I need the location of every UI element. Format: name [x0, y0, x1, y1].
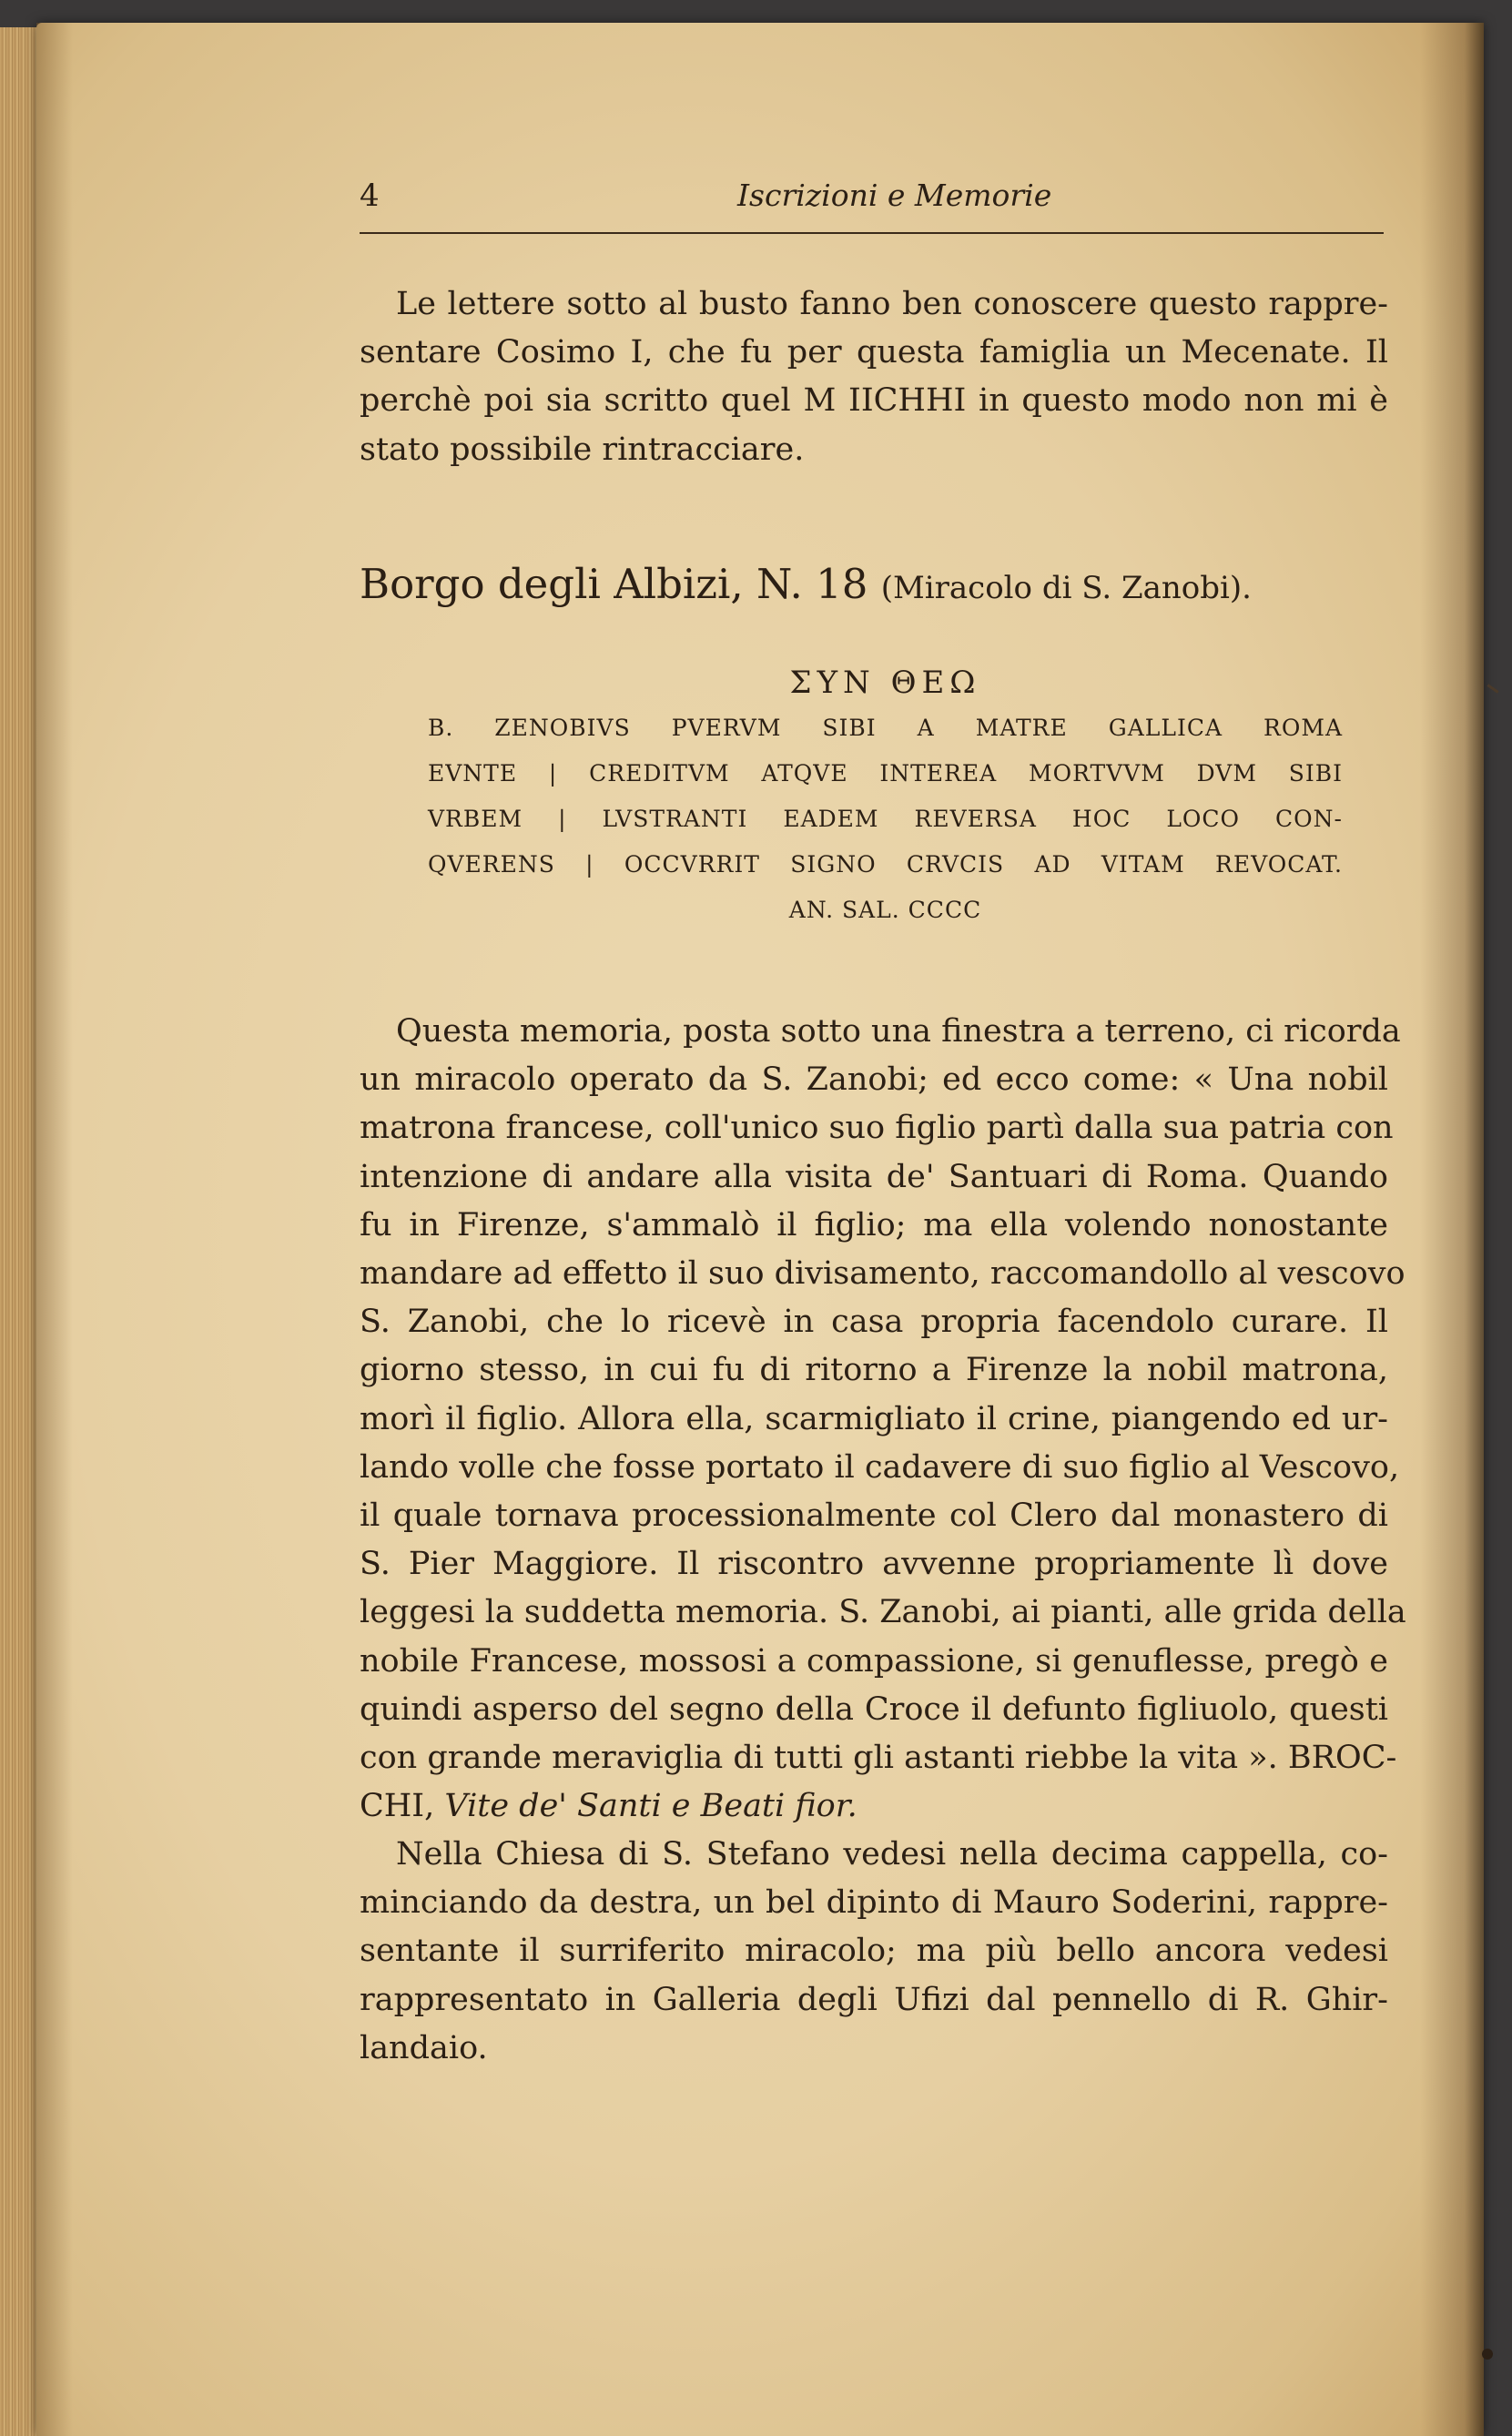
text-line: Questa memoria, posta sotto una finestra a terreno, ci ricorda — [396, 1013, 1401, 1050]
text-line: mandare ad effetto il suo divisamento, raccomandollo al vescovo — [360, 1255, 1405, 1293]
text-line: Nella Chiesa di S. Stefano vedesi nella decima cappella, co- — [396, 1836, 1388, 1873]
text-line: stato possibile rintracciare. — [360, 431, 805, 468]
text-line: un miracolo operato da S. Zanobi; ed ecco come: « Una nobil — [360, 1061, 1388, 1099]
text-line: leggesi la suddetta memoria. S. Zanobi, ai pianti, alle grida della — [360, 1594, 1406, 1631]
inscription-line: QVERENS | OCCVRRIT SIGNO CRVCIS AD VITAM REVOCAT. — [428, 851, 1343, 878]
inscription-greek: ΣΥΝ ΘΕΩ — [789, 665, 981, 701]
ink-dot — [1482, 2349, 1493, 2360]
text-line: lando volle che fosse portato il cadavere di suo figlio al Vescovo, — [360, 1448, 1400, 1486]
inscription-date: AN. SAL. CCCC — [788, 897, 982, 923]
text-line: sentare Cosimo I, che fu per questa famiglia un Mecenate. Il — [360, 334, 1388, 371]
section-heading — [360, 560, 1252, 608]
page-gutter — [36, 23, 73, 2436]
text-line: il quale tornava processionalmente col Clero dal monastero di — [360, 1497, 1388, 1535]
text-line: landaio. — [360, 2029, 488, 2066]
text-line: matrona francese, coll'unico suo figlio partì dalla sua patria con — [360, 1110, 1394, 1147]
ink-mark — [1487, 684, 1498, 693]
text-line: minciando da destra, un bel dipinto di Mauro Soderini, rappre- — [360, 1884, 1388, 1922]
page-edge-shadow — [1420, 23, 1484, 2436]
text-line: S. Zanobi, che lo ricevè in casa propria facendolo curare. Il — [360, 1304, 1388, 1341]
paragraph-1 — [360, 280, 1388, 474]
text-line: giorno stesso, in cui fu di ritorno a Firenze la nobil matrona, — [360, 1352, 1388, 1389]
citation-work: Vite de' Santi e Beati fior. — [444, 1788, 857, 1825]
heading-main: Borgo degli Albizi, N. 18 — [360, 560, 868, 608]
inscription-line: EVNTE | CREDITVM ATQVE INTEREA MORTVVM DVM SIBI — [428, 760, 1343, 787]
text-line: quindi asperso del segno della Croce il defunto figliuolo, questi — [360, 1690, 1388, 1728]
running-title: Iscrizioni e Memorie — [737, 178, 1052, 213]
heading-subtitle: (Miracolo di S. Zanobi). — [880, 570, 1252, 606]
text-line: fu in Firenze, s'ammalò il figlio; ma ella volendo nonostante — [360, 1206, 1388, 1243]
inscription-line: VRBEM | LVSTRANTI EADEM REVERSA HOC LOCO CON- — [428, 806, 1343, 832]
text-line: morì il figlio. Allora ella, scarmigliato il crine, piangendo ed ur- — [360, 1400, 1388, 1437]
page-number: 4 — [360, 178, 380, 214]
inscription-line: B. ZENOBIVS PVERVM SIBI A MATRE GALLICA ROMA — [428, 715, 1343, 741]
text-line: perchè poi sia scritto quel M IICHHI in questo modo non mi è — [360, 382, 1388, 420]
text-line: con grande meraviglia di tutti gli astanti riebbe la vita ». BROC- — [360, 1740, 1397, 1777]
paragraph-2 — [360, 1008, 1406, 1831]
text-line: intenzione di andare alla visita de' Santuari di Roma. Quando — [360, 1158, 1388, 1195]
header-rule — [360, 232, 1384, 234]
text-line: sentante il surriferito miracolo; ma più bello ancora vedesi — [360, 1933, 1388, 1970]
text-line: S. Pier Maggiore. Il riscontro avvenne propriamente lì dove — [360, 1546, 1388, 1583]
inscription-block — [428, 660, 1343, 933]
text-line: Le lettere sotto al busto fanno ben conoscere questo rappre- — [396, 286, 1388, 322]
citation-line — [360, 1782, 1388, 1831]
citation-author: CHI, — [360, 1788, 435, 1825]
book-page — [36, 23, 1484, 2436]
text-line: rappresentato in Galleria degli Ufizi dal pennello di R. Ghir- — [360, 1981, 1388, 2018]
paragraph-3 — [360, 1831, 1388, 2073]
text-line: nobile Francese, mossosi a compassione, si genuflesse, pregò e — [360, 1642, 1388, 1680]
